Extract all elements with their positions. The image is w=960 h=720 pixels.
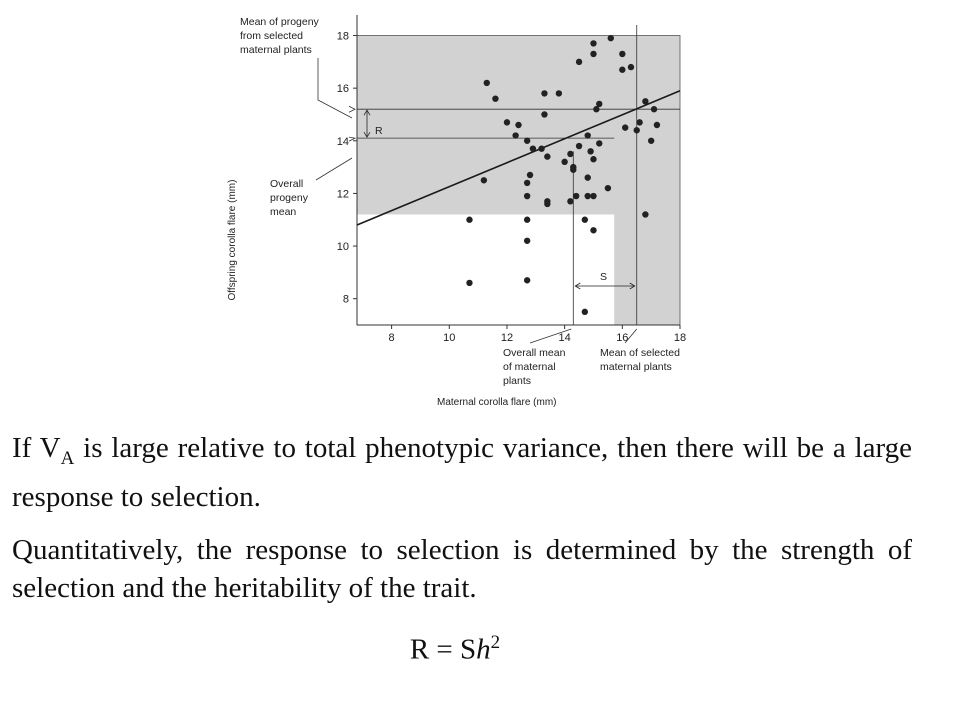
svg-text:of maternal: of maternal (503, 361, 556, 373)
x-tick-label: 8 (388, 332, 395, 344)
data-point (582, 309, 588, 315)
data-point (585, 174, 591, 180)
paragraph-va (12, 429, 912, 516)
para1-subscript: A (60, 447, 75, 469)
data-point (585, 193, 591, 199)
svg-text:maternal plants: maternal plants (240, 44, 312, 56)
y-axis-label: Offspring corolla flare (mm) (227, 179, 238, 301)
overall-maternal-mean-label (503, 347, 566, 387)
data-point (654, 122, 660, 128)
data-point (524, 217, 530, 223)
data-point (590, 40, 596, 46)
data-point (628, 64, 634, 70)
data-point (524, 238, 530, 244)
data-point (504, 119, 510, 125)
data-point (590, 51, 596, 57)
data-point (524, 180, 530, 186)
data-point (541, 111, 547, 117)
data-point (596, 101, 602, 107)
data-point (561, 159, 567, 165)
data-point (524, 138, 530, 144)
data-point (634, 127, 640, 133)
data-point (567, 151, 573, 157)
data-point (608, 35, 614, 41)
equation-h: h (476, 633, 491, 666)
arrow-selected-progeny (349, 106, 355, 112)
data-point (544, 198, 550, 204)
data-point (524, 193, 530, 199)
data-point (642, 98, 648, 104)
selected-shaded-region (614, 36, 680, 325)
x-tick-label: 14 (558, 332, 571, 344)
data-point (484, 80, 490, 86)
data-point (527, 172, 533, 178)
data-point (642, 211, 648, 217)
para1-text-b: is large relative to total phenotypic variance, then there will be a large response to selection. (12, 432, 912, 513)
x-tick-label: 10 (443, 332, 456, 344)
svg-text:Overall mean: Overall mean (503, 347, 566, 359)
data-point (544, 153, 550, 159)
data-point (590, 193, 596, 199)
svg-text:mean: mean (270, 206, 297, 218)
svg-text:plants: plants (503, 375, 532, 387)
x-axis-label: Maternal corolla flare (mm) (437, 397, 557, 408)
data-point (530, 145, 536, 151)
y-tick-label: 16 (336, 83, 349, 96)
svg-text:progeny: progeny (270, 192, 308, 204)
data-point (538, 145, 544, 151)
data-point (622, 124, 628, 130)
y-tick-label: 10 (336, 241, 349, 254)
svg-text:Mean of progeny: Mean of progeny (240, 16, 319, 28)
data-point (556, 90, 562, 96)
data-point (573, 193, 579, 199)
data-point (512, 132, 518, 138)
breeders-equation (0, 632, 910, 667)
svg-text:maternal plants: maternal plants (600, 361, 672, 373)
svg-text:Overall: Overall (270, 178, 304, 190)
data-point (541, 90, 547, 96)
x-tick-label: 18 (673, 332, 687, 344)
data-point (466, 280, 472, 286)
data-point (570, 164, 576, 170)
data-point (619, 67, 625, 73)
data-point (492, 95, 498, 101)
data-point (524, 277, 530, 283)
para1-text-a: If V (12, 432, 61, 464)
data-point (582, 217, 588, 223)
s-label: S (600, 271, 608, 283)
data-point (576, 59, 582, 65)
data-point (590, 156, 596, 162)
data-point (481, 177, 487, 183)
y-tick-label: 14 (336, 135, 349, 148)
data-point (648, 138, 654, 144)
leader-overall-progeny (316, 158, 352, 180)
data-point (596, 140, 602, 146)
data-point (576, 143, 582, 149)
data-point (567, 198, 573, 204)
equation-exponent: 2 (490, 632, 501, 653)
selection-shading (357, 36, 680, 325)
data-point (636, 119, 642, 125)
data-point (466, 217, 472, 223)
svg-text:Mean of selected: Mean of selected (600, 347, 680, 359)
y-tick-label: 8 (342, 293, 349, 306)
x-tick-label: 12 (500, 332, 514, 344)
x-tick-label: 16 (616, 332, 629, 344)
data-point (590, 227, 596, 233)
mean-selected-maternal-label (600, 347, 680, 373)
data-point (585, 132, 591, 138)
data-point (619, 51, 625, 57)
mean-progeny-selected-label (240, 16, 320, 56)
data-point (587, 148, 593, 154)
data-point (605, 185, 611, 191)
data-point (651, 106, 657, 112)
paragraph-quantitative: Quantitatively, the response to selection is determined by the strength of selection and the heritability of the trait. (12, 534, 912, 604)
svg-text:from selected: from selected (240, 30, 304, 42)
data-point (515, 122, 521, 128)
y-tick-label: 18 (336, 30, 349, 43)
overall-progeny-mean-label (270, 178, 309, 218)
y-tick-label: 12 (336, 188, 349, 201)
r-label: R (375, 125, 383, 137)
equation-lhs: R = S (409, 633, 477, 666)
